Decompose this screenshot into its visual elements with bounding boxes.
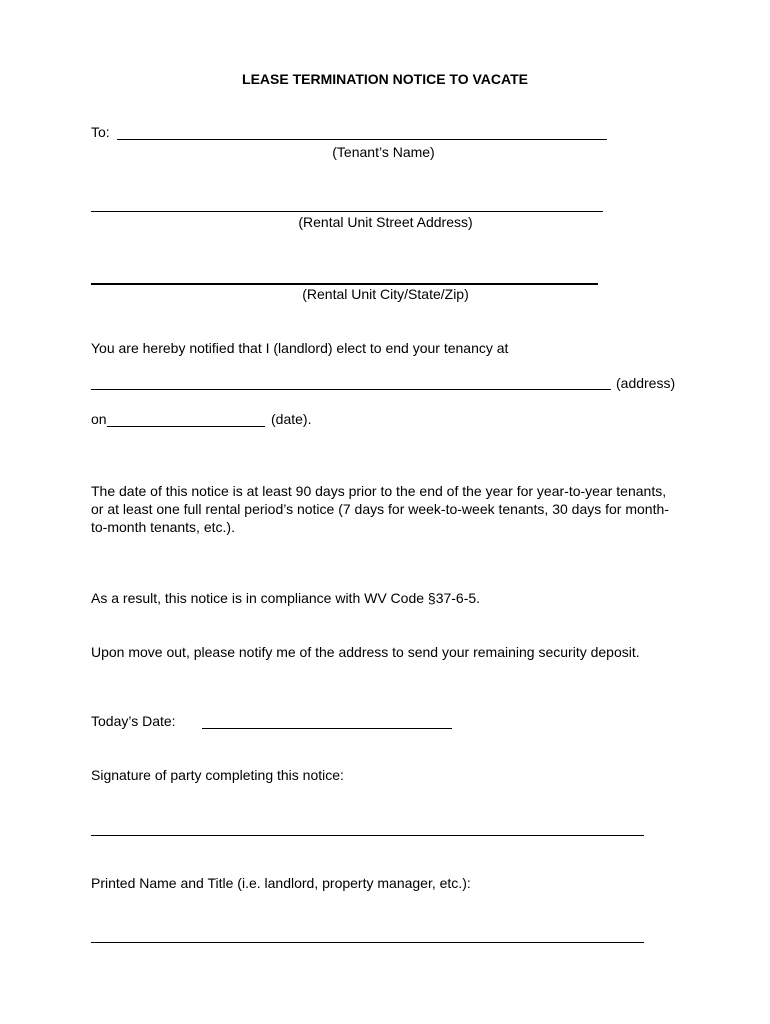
todays-date-label: Today’s Date: — [91, 713, 176, 729]
to-label: To: — [91, 124, 110, 140]
printed-name-line[interactable] — [91, 942, 644, 943]
compliance-statement: As a result, this notice is in compliance with WV Code §37-6-5. — [91, 590, 481, 606]
tenancy-address-line[interactable] — [91, 389, 611, 390]
street-address-line[interactable] — [91, 211, 603, 212]
printed-name-label: Printed Name and Title (i.e. landlord, property manager, etc.): — [91, 875, 471, 891]
city-state-zip-line[interactable] — [91, 283, 598, 285]
signature-line[interactable] — [91, 835, 644, 836]
end-date-line[interactable] — [107, 426, 265, 427]
security-deposit-paragraph: Upon move out, please notify me of the address to send your remaining security deposit. — [91, 644, 640, 660]
address-caption: (address) — [616, 375, 676, 391]
tenant-name-line[interactable] — [117, 139, 607, 140]
todays-date-line[interactable] — [202, 728, 452, 729]
document-title: LEASE TERMINATION NOTICE TO VACATE — [242, 71, 528, 87]
notice-period-paragraph: The date of this notice is at least 90 days prior to the end of the year for year-to-year tenants, or at least one full rental period’s notice (7 days for week-to-week tenants, 30 days for month-to-month tenants, etc.). — [91, 483, 669, 535]
city-state-zip-caption: (Rental Unit City/State/Zip) — [302, 286, 469, 302]
notice-statement: You are hereby notified that I (landlord) elect to end your tenancy at — [91, 340, 509, 356]
tenant-name-caption: (Tenant’s Name) — [332, 144, 435, 160]
signature-label: Signature of party completing this notice: — [91, 767, 344, 783]
on-label: on — [91, 411, 107, 427]
street-address-caption: (Rental Unit Street Address) — [298, 214, 473, 230]
date-caption: (date). — [271, 411, 312, 427]
